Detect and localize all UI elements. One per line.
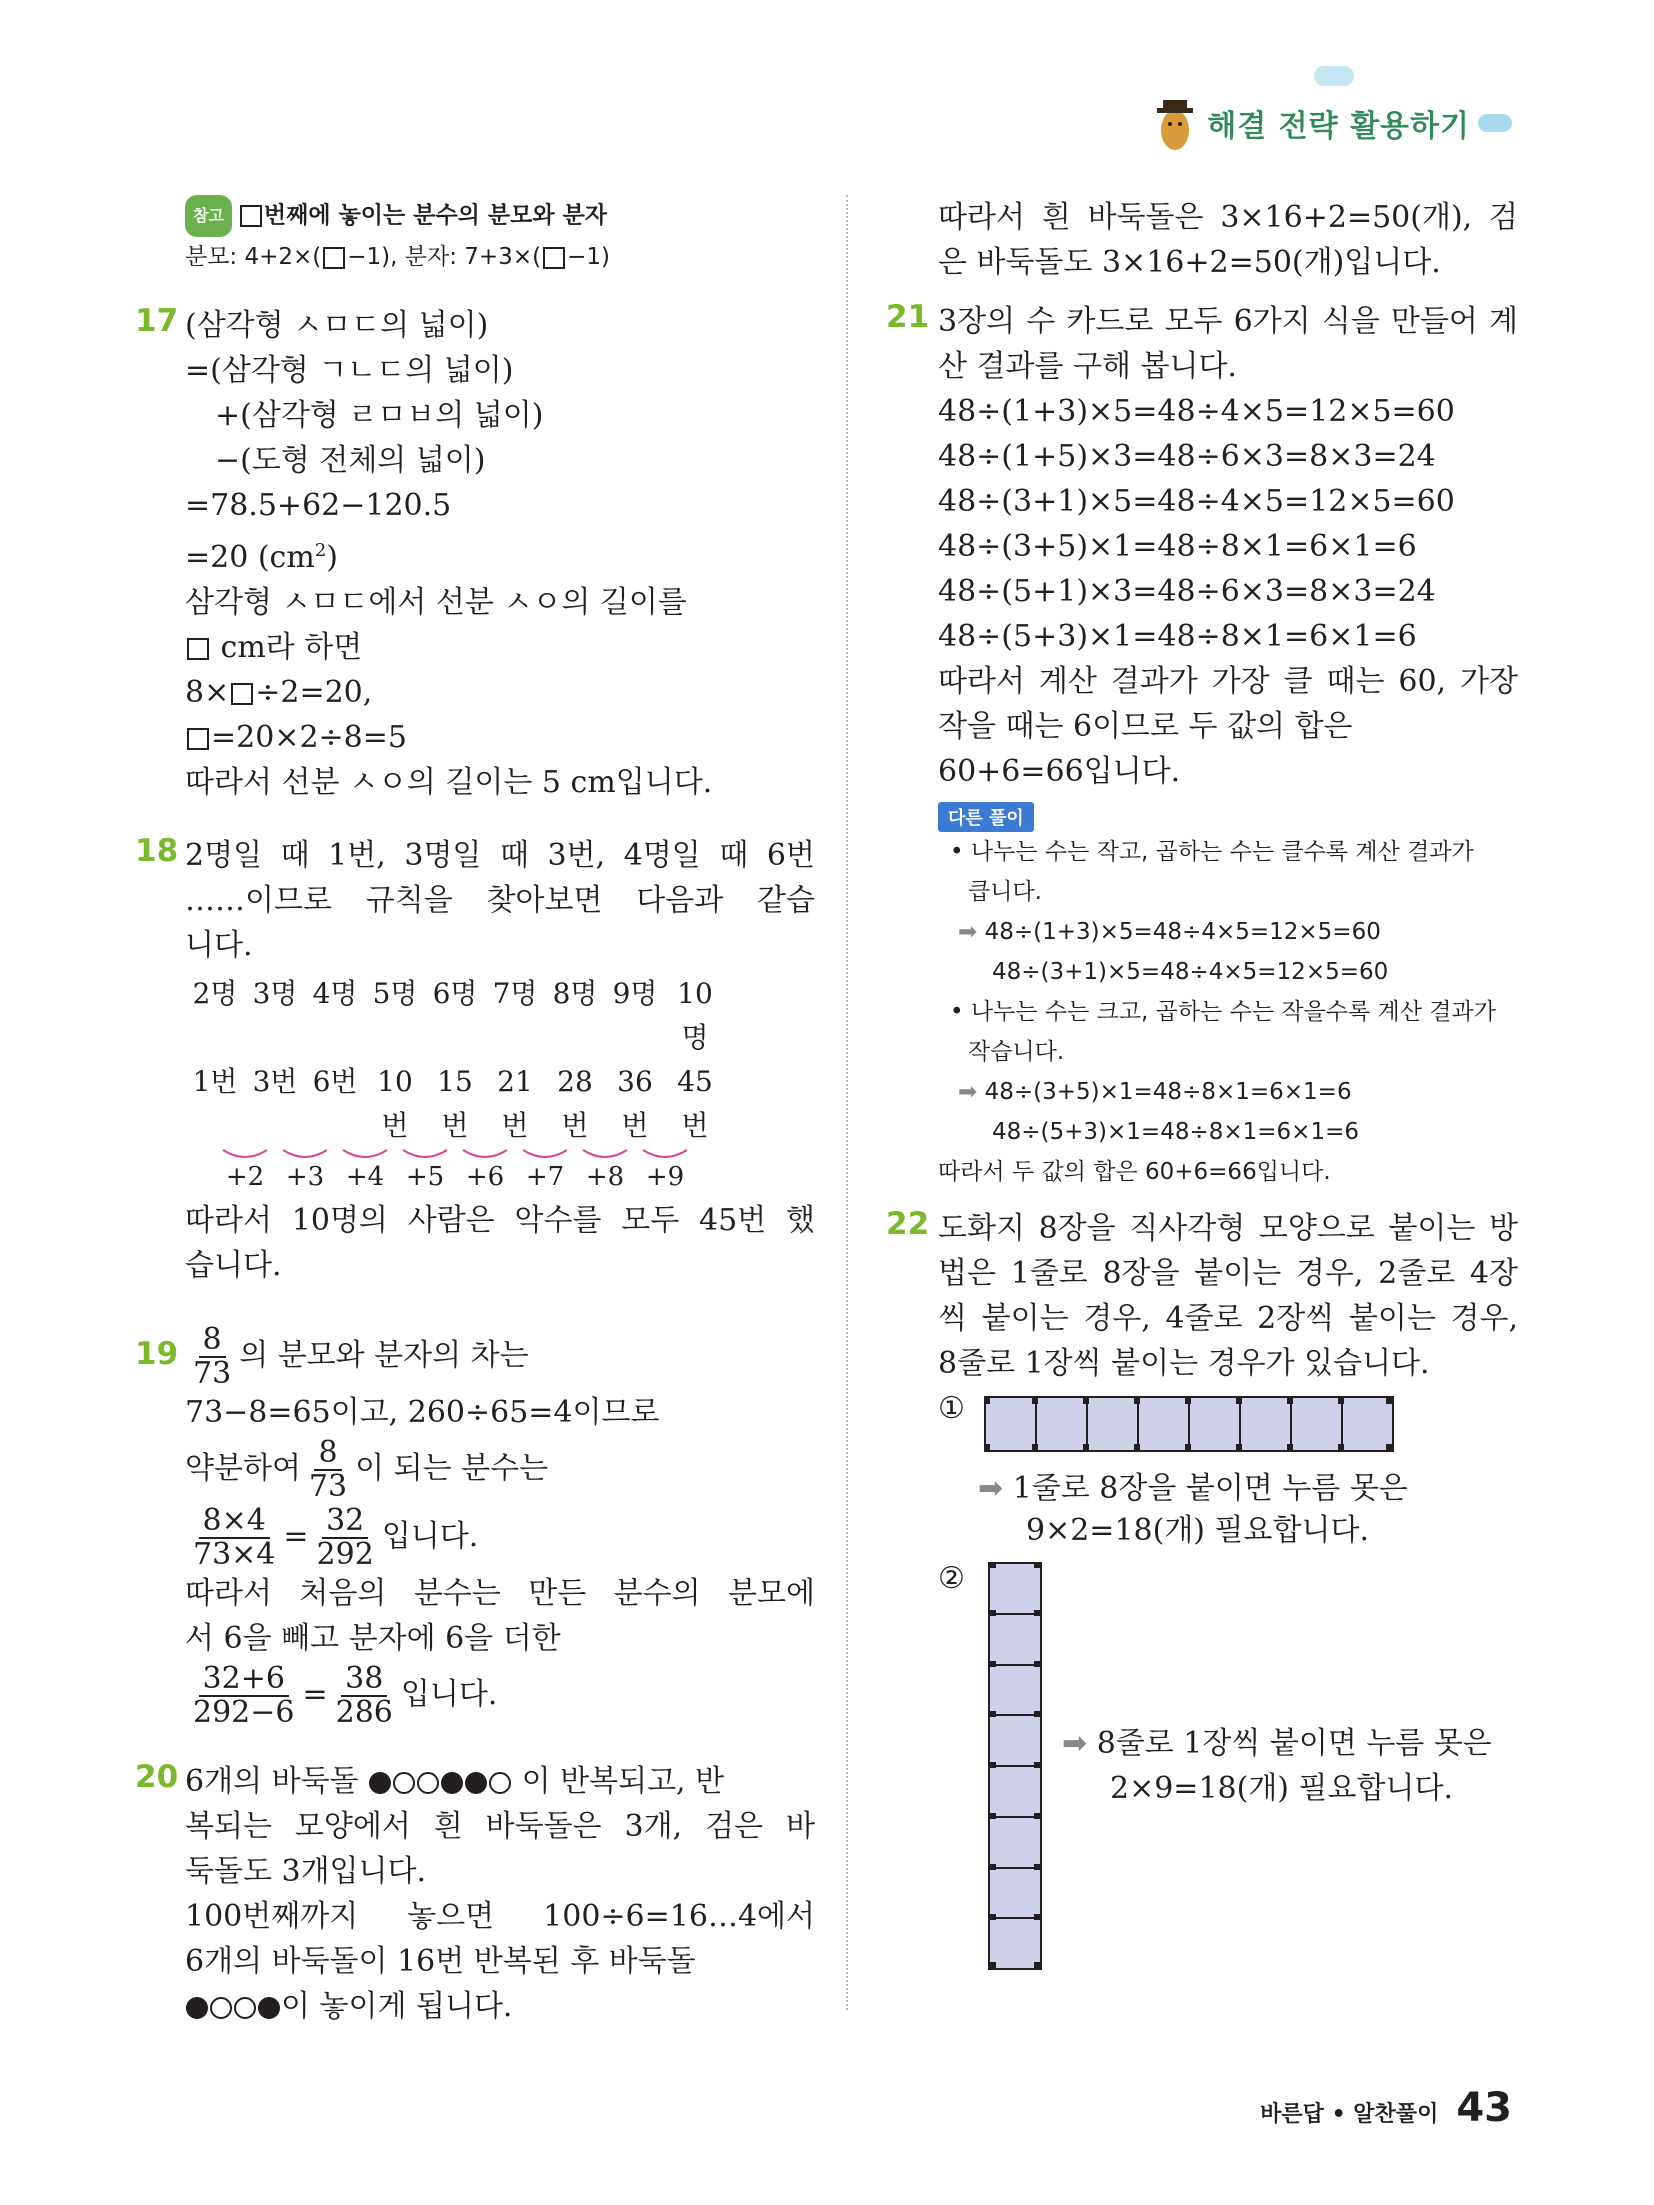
text-line: 서 6을 빼고 분자에 6을 더한 bbox=[185, 1621, 561, 1656]
pin-icon bbox=[1287, 1444, 1293, 1450]
note-formula-c: −1) bbox=[567, 244, 610, 270]
pin-icon bbox=[990, 1610, 996, 1616]
pin-icon bbox=[1386, 1444, 1392, 1450]
handshake-count: 28번 bbox=[557, 1065, 593, 1142]
pin-icon bbox=[1338, 1444, 1344, 1450]
text-line: 2명일 때 1번, 3명일 때 3번, 4명일 때 6번 bbox=[185, 838, 815, 873]
text-line: 60+6=66입니다. bbox=[938, 754, 1181, 789]
difference-arc bbox=[523, 1150, 567, 1157]
marker-1: ① bbox=[938, 1391, 965, 1426]
handshake-count: 3번 bbox=[252, 1065, 298, 1098]
section-header bbox=[1149, 92, 1512, 154]
text-line: $\frac{32+6}{292-6}$ = $\frac{38}{286}$ 입니다. bbox=[185, 1661, 815, 1729]
blank-box bbox=[187, 638, 209, 660]
paper-sheet bbox=[988, 1867, 1042, 1920]
pin-icon bbox=[990, 1562, 996, 1568]
text-span: 입니다. bbox=[381, 1519, 479, 1554]
pin-icon bbox=[1083, 1444, 1089, 1450]
text-line: −(도형 전체의 넓이) bbox=[215, 443, 486, 478]
text-line: 도화지 8장을 직사각형 모양으로 붙이는 방 bbox=[938, 1211, 1518, 1246]
difference-arc bbox=[223, 1150, 267, 1157]
pin-icon bbox=[1032, 1444, 1038, 1450]
note-formula-b: −1), 분자: 7+3×( bbox=[347, 244, 542, 270]
denominator: 73 bbox=[193, 1356, 232, 1391]
marker-2: ② bbox=[938, 1561, 965, 1596]
people-count: 2명 bbox=[192, 977, 238, 1010]
fraction bbox=[313, 1505, 378, 1571]
difference-label: +7 bbox=[525, 1162, 565, 1192]
handshake-count: 1번 bbox=[192, 1065, 238, 1098]
denominator: 73 bbox=[308, 1469, 348, 1504]
problem-number: 17 bbox=[135, 303, 179, 339]
numerator: 8×4 bbox=[199, 1505, 270, 1539]
text-line: $\frac{8\times 4}{73\times 4}$ = $\frac{32}{292}$ 입니다. bbox=[185, 1503, 815, 1571]
pin-icon bbox=[1034, 1562, 1040, 1568]
note-title-text: 번째에 놓이는 분수의 분모와 분자 bbox=[263, 202, 608, 229]
white-stone-icon bbox=[210, 1997, 232, 2019]
problem-21 bbox=[886, 299, 1518, 1192]
pin-icon bbox=[1034, 1661, 1040, 1667]
numerator: 32 bbox=[322, 1505, 368, 1539]
text-line: 따라서 10명의 사람은 악수를 모두 45번 했 bbox=[185, 1203, 815, 1238]
note-formula-a: 분모: 4+2×( bbox=[185, 244, 322, 270]
problem-number: 19 bbox=[135, 1336, 179, 1372]
alt-solution bbox=[938, 802, 1518, 1192]
pin-icon bbox=[1034, 1610, 1040, 1616]
pin-icon bbox=[1134, 1398, 1140, 1404]
text-span: 6개의 바둑돌 bbox=[185, 1764, 359, 1799]
equation: 48÷(5+3)×1=48÷8×1=6×1=6 bbox=[938, 619, 1417, 654]
cloud-decoration bbox=[1314, 66, 1354, 86]
text-span: 48÷(3+5)×1=48÷8×1=6×1=6 bbox=[984, 1079, 1352, 1105]
equation bbox=[938, 912, 1518, 952]
blank-box bbox=[231, 683, 253, 705]
text-line: 따라서 흰 바둑돌은 3×16+2=50(개), 검 bbox=[938, 200, 1518, 235]
text-span: 48÷(1+3)×5=48÷4×5=12×5=60 bbox=[984, 919, 1381, 945]
difference-label: +5 bbox=[405, 1162, 445, 1192]
people-count: 7명 bbox=[492, 977, 538, 1010]
text-line bbox=[185, 670, 815, 715]
arrow-right-icon: ➡ bbox=[958, 919, 978, 945]
arrow-right-icon: ➡ bbox=[958, 1079, 978, 1105]
pin-icon bbox=[990, 1864, 996, 1870]
alt-bullet: • 나누는 수는 작고, 곱하는 수는 클수록 계산 결과가 bbox=[950, 839, 1474, 865]
pin-icon bbox=[1338, 1398, 1344, 1404]
text-line: =78.5+62−120.5 bbox=[185, 488, 452, 523]
pin-icon bbox=[984, 1444, 990, 1450]
people-count: 8명 bbox=[552, 977, 598, 1010]
text-line: 작습니다. bbox=[968, 1039, 1065, 1065]
blank-box bbox=[543, 247, 565, 269]
pin-icon bbox=[1034, 1914, 1040, 1920]
problem-19 bbox=[135, 1322, 815, 1730]
layout-2 bbox=[938, 1556, 1518, 1976]
text-line: 작을 때는 6이므로 두 값의 합은 bbox=[938, 709, 1353, 744]
text-span: 나누는 수는 작고, 곱하는 수는 클수록 계산 결과가 bbox=[970, 839, 1474, 865]
mascot-icon bbox=[1149, 92, 1201, 154]
note-title bbox=[185, 195, 815, 237]
header-title: 해결 전략 활용하기 bbox=[1207, 109, 1470, 144]
white-stone-icon bbox=[489, 1772, 511, 1794]
black-stone-icon bbox=[186, 1997, 208, 2019]
text-span: =20×2÷8=5 bbox=[211, 720, 407, 755]
text-line bbox=[185, 715, 815, 760]
caption-1 bbox=[978, 1466, 1408, 1511]
text-span: 약분하여 bbox=[185, 1451, 301, 1486]
fraction bbox=[189, 1663, 298, 1729]
problem-number: 18 bbox=[135, 833, 179, 869]
difference-arc bbox=[403, 1150, 447, 1157]
numerator: 32+6 bbox=[199, 1663, 289, 1697]
problem-18 bbox=[135, 833, 815, 1288]
note-badge: 참고 bbox=[185, 195, 232, 237]
fraction bbox=[189, 1505, 279, 1571]
pin-icon bbox=[990, 1762, 996, 1768]
cloud-icon bbox=[1478, 114, 1512, 132]
black-stone-icon bbox=[258, 1997, 280, 2019]
text-span: 이 놓이게 됩니다. bbox=[281, 1989, 513, 2024]
pin-icon bbox=[990, 1914, 996, 1920]
paper-sheet bbox=[1290, 1396, 1343, 1452]
right-column bbox=[886, 195, 1518, 1976]
problem-17 bbox=[135, 303, 815, 805]
text-line: 습니다. bbox=[185, 1248, 282, 1283]
text-line: 복되는 모양에서 흰 바둑돌은 3개, 검은 바 bbox=[185, 1809, 815, 1844]
people-count: 5명 bbox=[372, 977, 418, 1010]
paper-sheet bbox=[988, 1765, 1042, 1818]
equation: 48÷(1+5)×3=48÷6×3=8×3=24 bbox=[938, 439, 1436, 474]
white-stone-icon bbox=[417, 1772, 439, 1794]
numerator: 8 bbox=[314, 1437, 341, 1471]
handshake-count: 10번 bbox=[377, 1065, 413, 1142]
equation: 48÷(5+3)×1=48÷8×1=6×1=6 bbox=[992, 1119, 1359, 1145]
text-span: 나누는 수는 크고, 곱하는 수는 작을수록 계산 결과가 bbox=[970, 999, 1496, 1025]
numerator: 38 bbox=[341, 1663, 387, 1697]
equation: 48÷(3+5)×1=48÷8×1=6×1=6 bbox=[938, 529, 1417, 564]
text-span: 이 되는 분수는 bbox=[355, 1451, 549, 1486]
problem-20 bbox=[135, 1759, 815, 2029]
paper-sheet bbox=[1086, 1396, 1139, 1452]
difference-label: +2 bbox=[225, 1162, 265, 1192]
pin-icon bbox=[1134, 1444, 1140, 1450]
text-line: ……이므로 규칙을 찾아보면 다음과 같습 bbox=[185, 883, 815, 918]
pin-icon bbox=[990, 1813, 996, 1819]
paper-sheet bbox=[1188, 1396, 1241, 1452]
paper-row bbox=[984, 1396, 1392, 1452]
people-count: 9명 bbox=[612, 977, 658, 1010]
fraction bbox=[189, 1324, 235, 1390]
people-count: 6명 bbox=[432, 977, 478, 1010]
blank-box bbox=[187, 728, 209, 750]
text-line: 따라서 처음의 분수는 만든 분수의 분모에 bbox=[185, 1576, 815, 1611]
arrow-right-icon: ➡ bbox=[978, 1471, 1004, 1506]
equation: 48÷(3+1)×5=48÷4×5=12×5=60 bbox=[938, 484, 1455, 519]
denominator: 73×4 bbox=[193, 1537, 276, 1572]
text-line: 따라서 계산 결과가 가장 클 때는 60, 가장 bbox=[938, 664, 1518, 699]
caption-2 bbox=[1062, 1721, 1492, 1766]
text-line: +(삼각형 ㄹㅁㅂ의 넓이) bbox=[215, 398, 544, 433]
layout-1 bbox=[938, 1386, 1518, 1556]
note-formula bbox=[185, 237, 815, 277]
superscript: 2 bbox=[314, 540, 327, 561]
text-line bbox=[185, 1435, 815, 1503]
paper-sheet bbox=[988, 1816, 1042, 1869]
numerator: 8 bbox=[199, 1324, 226, 1358]
equation: 48÷(3+1)×5=48÷4×5=12×5=60 bbox=[992, 959, 1389, 985]
text-line: 둑돌도 3개입니다. bbox=[185, 1854, 427, 1889]
area-value: =20 (cm bbox=[185, 540, 315, 575]
pin-icon bbox=[990, 1661, 996, 1667]
page-number: 43 bbox=[1456, 2085, 1512, 2131]
text-line: 씩 붙이는 경우, 4줄로 2장씩 붙이는 경우, bbox=[938, 1301, 1518, 1336]
denominator: 292−6 bbox=[193, 1695, 295, 1730]
text-line: 큽니다. bbox=[968, 879, 1042, 905]
text-span: 이 반복되고, 반 bbox=[521, 1764, 725, 1799]
equation: 48÷(5+1)×3=48÷6×3=8×3=24 bbox=[938, 574, 1436, 609]
difference-arc bbox=[283, 1150, 327, 1157]
pin-icon bbox=[1185, 1444, 1191, 1450]
difference-row bbox=[185, 1162, 815, 1192]
text-line bbox=[185, 1322, 815, 1390]
caption-1b: 9×2=18(개) 필요합니다. bbox=[1026, 1513, 1369, 1548]
text-line: 8줄로 1장씩 붙이는 경우가 있습니다. bbox=[938, 1346, 1430, 1381]
pin-icon bbox=[990, 1711, 996, 1717]
problem-number: 20 bbox=[135, 1759, 179, 1795]
white-stone-icon bbox=[234, 1997, 256, 2019]
left-column bbox=[135, 195, 815, 2029]
text-line: =(삼각형 ㄱㄴㄷ의 넓이) bbox=[185, 353, 514, 388]
denominator: 292 bbox=[316, 1537, 374, 1572]
alt-solution-badge: 다른 풀이 bbox=[938, 802, 1034, 832]
text-line: 따라서 두 값의 합은 60+6=66입니다. bbox=[938, 1159, 1331, 1185]
people-count: 3명 bbox=[252, 977, 298, 1010]
equation: 48÷(1+3)×5=48÷4×5=12×5=60 bbox=[938, 394, 1455, 429]
paper-sheet bbox=[1035, 1396, 1088, 1452]
text-line: 따라서 선분 ㅅㅇ의 길이는 5 cm입니다. bbox=[185, 765, 713, 800]
paper-sheet bbox=[1239, 1396, 1292, 1452]
difference-label: +8 bbox=[585, 1162, 625, 1192]
text-line: 100번째까지 놓으면 100÷6=16…4에서 bbox=[185, 1899, 815, 1934]
black-stone-icon bbox=[441, 1772, 463, 1794]
text-line bbox=[185, 528, 815, 580]
paper-sheet bbox=[988, 1613, 1042, 1666]
handshake-count: 21번 bbox=[497, 1065, 533, 1142]
paren: ) bbox=[326, 540, 338, 575]
fraction bbox=[332, 1663, 397, 1729]
equation bbox=[938, 1072, 1518, 1112]
white-stone-icon bbox=[393, 1772, 415, 1794]
handshake-count: 15번 bbox=[437, 1065, 473, 1142]
difference-label: +9 bbox=[645, 1162, 685, 1192]
difference-arcs bbox=[185, 1148, 745, 1162]
text-span: 8줄로 1장씩 붙이면 누름 못은 bbox=[1096, 1726, 1492, 1761]
arrow-right-icon: ➡ bbox=[1062, 1726, 1088, 1761]
paper-sheet bbox=[988, 1562, 1042, 1615]
text-line: (삼각형 ㅅㅁㄷ의 넓이) bbox=[185, 308, 489, 343]
pin-icon bbox=[1083, 1398, 1089, 1404]
text-span: 입니다. bbox=[400, 1677, 498, 1712]
stone-pattern bbox=[368, 1764, 522, 1799]
difference-label: +4 bbox=[345, 1162, 385, 1192]
problem-22 bbox=[886, 1206, 1518, 1976]
people-count: 10명 bbox=[677, 977, 713, 1054]
pin-icon bbox=[1236, 1398, 1242, 1404]
text-span: 8× bbox=[185, 675, 230, 710]
handshake-count: 6번 bbox=[312, 1065, 358, 1098]
paper-column bbox=[988, 1562, 1042, 1968]
problem-number: 22 bbox=[886, 1206, 930, 1242]
pin-icon bbox=[1236, 1444, 1242, 1450]
pin-icon bbox=[1032, 1398, 1038, 1404]
text-line: 산 결과를 구해 봅니다. bbox=[938, 349, 1237, 384]
text-line: 법은 1줄로 8장을 붙이는 경우, 2줄로 4장 bbox=[938, 1256, 1518, 1291]
people-count: 4명 bbox=[312, 977, 358, 1010]
problem-number: 21 bbox=[886, 299, 930, 335]
text-line: 은 바둑돌도 3×16+2=50(개)입니다. bbox=[938, 245, 1441, 280]
text-line bbox=[185, 1984, 815, 2029]
text-line bbox=[185, 1759, 815, 1804]
pin-icon bbox=[1185, 1398, 1191, 1404]
pin-icon bbox=[1034, 1813, 1040, 1819]
pin-icon bbox=[984, 1398, 990, 1404]
blank-box bbox=[240, 205, 262, 227]
people-row bbox=[185, 972, 815, 1060]
difference-arc bbox=[343, 1150, 387, 1157]
text-line: 니다. bbox=[185, 928, 253, 963]
pin-icon bbox=[1034, 1962, 1040, 1968]
paper-sheet bbox=[988, 1664, 1042, 1717]
pin-icon bbox=[1034, 1864, 1040, 1870]
pin-icon bbox=[1034, 1762, 1040, 1768]
black-stone-icon bbox=[465, 1772, 487, 1794]
pin-icon bbox=[1386, 1398, 1392, 1404]
text-line: 삼각형 ㅅㅁㄷ에서 선분 ㅅㅇ의 길이를 bbox=[185, 585, 687, 620]
pin-icon bbox=[990, 1962, 996, 1968]
text-line: 6개의 바둑돌이 16번 반복된 후 바둑돌 bbox=[185, 1944, 696, 1979]
alt-bullet: • 나누는 수는 크고, 곱하는 수는 작을수록 계산 결과가 bbox=[950, 999, 1496, 1025]
text-span: ÷2=20, bbox=[255, 675, 373, 710]
denominator: 286 bbox=[335, 1695, 393, 1730]
footer-text: 바른답 • 알찬풀이 bbox=[1260, 2102, 1439, 2127]
difference-label: +3 bbox=[285, 1162, 325, 1192]
pin-icon bbox=[1034, 1711, 1040, 1717]
text-line bbox=[185, 625, 815, 670]
handshake-count: 45번 bbox=[677, 1065, 713, 1142]
paper-sheet bbox=[988, 1714, 1042, 1767]
text-span: 1줄로 8장을 붙이면 누름 못은 bbox=[1012, 1471, 1408, 1506]
difference-arc bbox=[583, 1150, 627, 1157]
caption-2b: 2×9=18(개) 필요합니다. bbox=[1110, 1771, 1453, 1806]
black-stone-icon bbox=[369, 1772, 391, 1794]
text-span: 의 분모와 분자의 차는 bbox=[239, 1338, 529, 1373]
fraction bbox=[305, 1437, 351, 1503]
paper-sheet bbox=[1137, 1396, 1190, 1452]
count-row bbox=[185, 1060, 815, 1148]
text-line: 73−8=65이고, 260÷65=4이므로 bbox=[185, 1395, 660, 1430]
difference-arc bbox=[643, 1150, 687, 1157]
difference-arc bbox=[463, 1150, 507, 1157]
blank-box bbox=[323, 247, 345, 269]
page-footer bbox=[1260, 2085, 1512, 2131]
pin-icon bbox=[1287, 1398, 1293, 1404]
difference-label: +6 bbox=[465, 1162, 505, 1192]
paper-sheet bbox=[984, 1396, 1037, 1452]
handshake-count: 36번 bbox=[617, 1065, 653, 1142]
text-line: 3장의 수 카드로 모두 6가지 식을 만들어 계 bbox=[938, 304, 1518, 339]
text-span: cm라 하면 bbox=[211, 630, 363, 665]
column-divider bbox=[846, 195, 848, 2010]
